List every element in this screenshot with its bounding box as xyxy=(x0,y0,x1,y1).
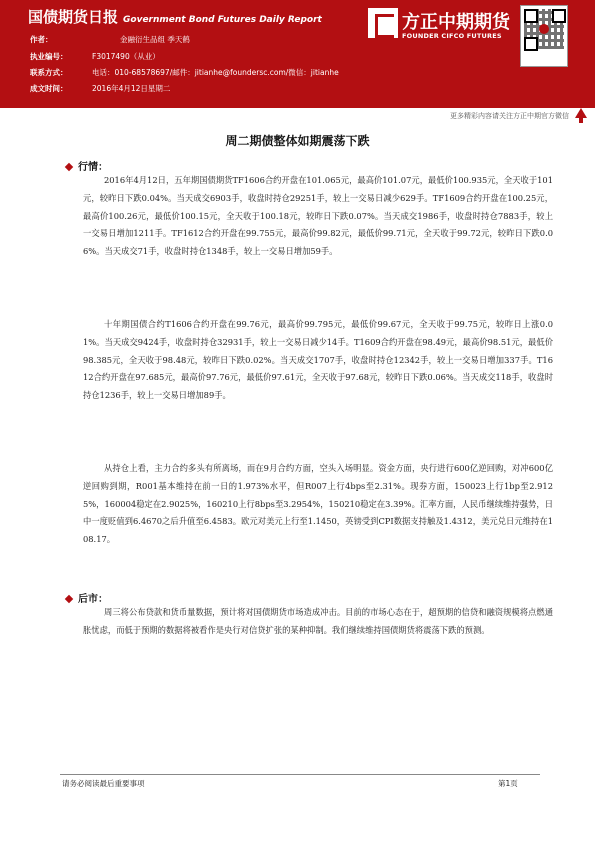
qr-finder xyxy=(524,37,538,51)
brand-name-en: FOUNDER CIFCO FUTURES xyxy=(402,32,502,40)
meta-value: 金融衍生品组 季天鹤 xyxy=(120,35,190,44)
qr-finder xyxy=(552,9,566,23)
report-title-en: Government Bond Futures Daily Report xyxy=(123,15,322,25)
meta-value: 2016年4月12日星期二 xyxy=(92,84,171,93)
section-heading-market xyxy=(66,158,108,173)
qr-code-icon xyxy=(520,5,568,67)
meta-contact xyxy=(30,67,339,78)
brand-name-cn: 方正中期期货 xyxy=(402,12,510,33)
paragraph-outlook: 周三将公布贷款和货币量数据，预计将对国债期货市场造成冲击。目前的市场心态在于，超预期的信贷和融资规模将点燃通胀忧虑，而低于预期的数据将被看作是央行对信贷扩张的某种抑制。我们继续维持国债期货将震荡下跌的预测。 xyxy=(83,607,553,635)
report-header xyxy=(0,0,595,108)
section-heading-text: 后市： xyxy=(78,594,108,605)
meta-label: 成文时间： xyxy=(30,84,68,93)
report-title-cn: 国债期货日报 xyxy=(28,8,119,26)
document-title: 周二期债整体如期震荡下跌 xyxy=(225,134,370,148)
section-heading-outlook xyxy=(66,590,108,605)
meta-label: 执业编号： xyxy=(30,52,68,61)
bullet-diamond-icon xyxy=(65,163,73,171)
meta-value: F3017490（从业） xyxy=(92,52,160,61)
paragraph-tf: 2016年4月12日，五年期国债期货TF1606合约开盘在101.065元，最高价101.07元，最低价100.935元，全天收于101元，较昨日下跌0.04%。当天成交6903手，收盘时持仓29251手，较上一交易日减少629手。TF1609合约开盘在100.25元，最高价100.26元，最低价100.15元，全天收于100.18元，较昨日下跌0.07%。当天成交1986手，收盘时持仓7883手，较上一交易日增加1211手。TF1612合约开盘在99.755元，最高价99.82元，最低价99.71元，全天收于99.72元，较昨日下跌0.06%。当天成交71手，收盘时持仓1348手，较上一交易日增加59手。 xyxy=(83,175,553,257)
brand-logo-icon xyxy=(368,8,398,38)
meta-value: 电话：010-68578697/邮件：jitianhe@foundersc.com/微信：jitianhe xyxy=(92,68,339,77)
wechat-follow-link[interactable]: 更多精彩内容请关注方正中期官方微信 xyxy=(450,112,569,120)
paragraph-t: 十年期国债合约T1606合约开盘在99.76元，最高价99.795元，最低价99.67元，全天收于99.75元，较昨日上涨0.01%。当天成交9424手，收盘时持仓32931手，较上一交易日减少14手。T1609合约开盘在98.49元，最高价98.51元，最低价98.385元，全天收于98.48元，较昨日下跌0.02%。当天成交1707手，收盘时持仓12342手，较上一交易日增加337手。T1612合约开盘在97.685元，最高价97.76元，最低价97.61元，全天收于97.68元，较昨日下跌0.06%。当天成交118手，收盘时持仓1236手，较上一交易日增加89手。 xyxy=(83,319,553,401)
up-arrow-stem xyxy=(579,117,583,123)
meta-label: 联系方式： xyxy=(30,68,68,77)
meta-license xyxy=(30,51,160,62)
qr-finder xyxy=(524,9,538,23)
footer-divider xyxy=(60,774,540,775)
bullet-diamond-icon xyxy=(65,595,73,603)
brand xyxy=(368,8,518,44)
meta-date xyxy=(30,83,170,94)
section-heading-text: 行情： xyxy=(78,162,108,173)
report-title xyxy=(28,6,322,27)
meta-label: 作者： xyxy=(30,35,53,44)
page-number: 第1页 xyxy=(498,779,518,788)
meta-author xyxy=(30,34,190,45)
qr-center-logo xyxy=(539,24,549,34)
paragraph-positions: 从持仓上看，主力合约多头有所离场，而在9月合约方面，空头入场明显。资金方面，央行进行600亿逆回购，对冲600亿逆回购到期，R001基本维持在前一日的1.973%水平，但R007上行4bps至2.31%。现券方面，150023上行1bp至2.9125%，160004稳定在2.9025%，160210上行8bps至3.2954%，150210稳定在3.39%。汇率方面，人民币继续维持强势，日中一度贬值到6.4670之后升值至6.4583。欧元对美元上行至1.1450，英镑受到CPI数据支持触及1.4312，美元兑日元维持在108.17。 xyxy=(83,463,553,545)
footer-disclaimer: 请务必阅读最后重要事项 xyxy=(62,779,145,788)
